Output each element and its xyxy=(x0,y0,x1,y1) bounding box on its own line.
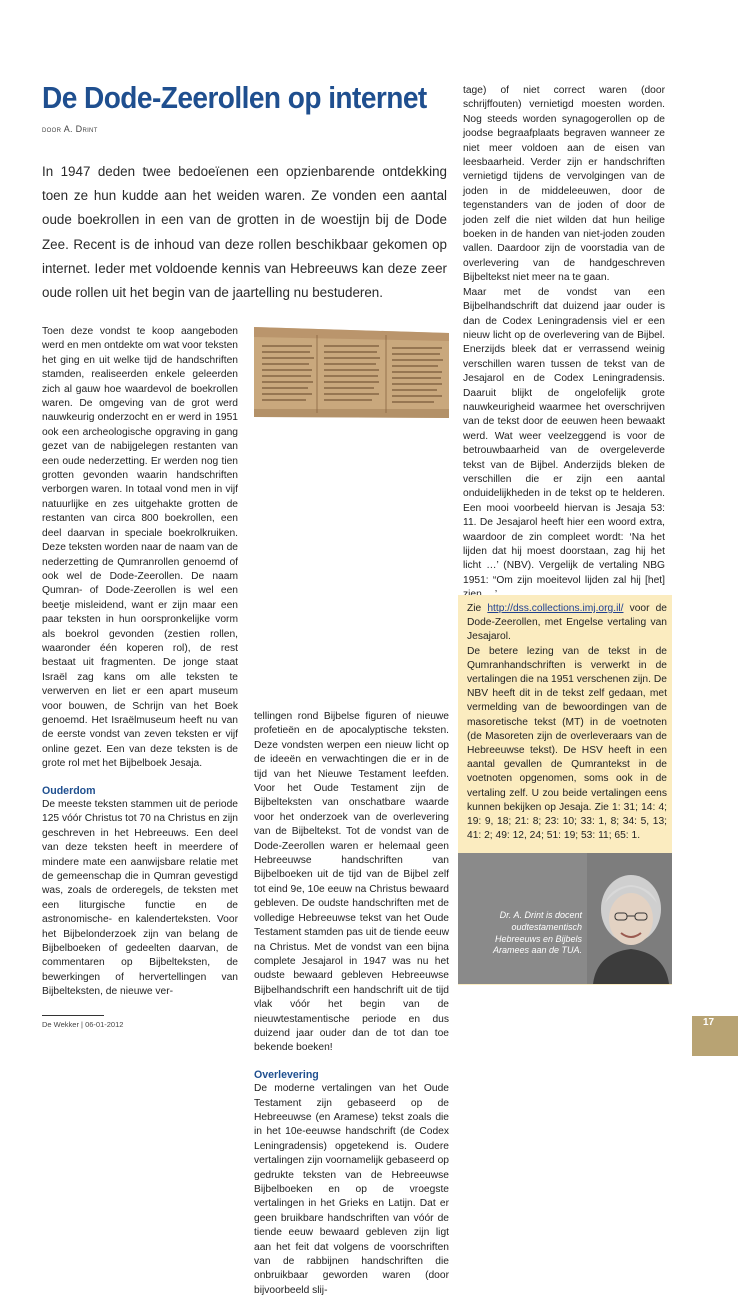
author-portrait xyxy=(587,853,672,984)
page-number: 17 xyxy=(702,1017,715,1028)
footer-publication: De Wekker | 06-01-2012 xyxy=(42,1020,124,1029)
heading-ouderdom: Ouderdom xyxy=(42,784,96,797)
column-1 xyxy=(42,325,238,1000)
col3-paragraph-2: Maar met de vondst van een Bijbelhandschrift dat duizend jaar ouder is dan de Codex Leningradensis viel er een nieuw licht op de overlevering van de Bijbel. Enerzijds bleek dat er verrassend weinig verschillen waren tussen de tekst van de Jesajarol en de Codex Leningradensis. Daaruit blijkt de ongelofelijk grote nauwkeurigheid waarmee het overschrijven van de tekst door de eeuwen heen bewaakt werd. Wat weer veelzeggend is voor de betrouwbaarheid van de overgeleverde tekst van de Bijbel. Anderzijds bleken de verschillen die er zijn een aantal onduidelijkheden in de tekst op te helderen. Een mooi voorbeeld hiervan is Jesaja 53: 11. De Jesajarol heeft hier een woord extra, waardoor de zin compleet wordt: ‘Na het lijden dat hij moest doorstaan, zag hij het licht …’ (NBV). Vergelijk de vertaling NBG 1951: “Om zijn moeitevol lijden zal hij [het] xyxy=(463,286,665,586)
col1-paragraph-1: Toen deze vondst te koop aangeboden werd en men ontdekte om wat voor teksten het ging en uit welke tijd de handschriften stamden, realiseerden enkele geleerden zich al gauw hoe waardevol de boekrollen waren. De omgeving van de grot werd nauwkeurig onderzocht en er werd in 1951 ook een archeologische opgraving in gang gezet van de nabijgelegen restanten van een oude nederzetting. Er werden nog tien grotten gevonden waarin handschriften verborgen waren. In totaal vond men in vijf natuurlijke en zes uitgehakte grotten de restanten van circa 800 boekrollen, een deel daarvan in speciale boekrolkruiken. Deze teksten worden naar de naam van de nederzetting de Qumranrollen genoemd of ook wel de Dode-Zeerollen. De naam Qumran- of Dode-Zeerollen is wel een beetje misleidend, want er zijn maar een paar teksten in hun oorspronkelijke vorm als boekrol gevonden (zestien rollen, waaronder één koperen rol), de rest bestaat uit fragmenten. De jonge staat Israël zag kans om alle teksten te verwerven en liet er een apart museum voor bouwen, de Schrijn van het Boek genoemd. Het Israëlmuseum heeft nu van de eerste vondst van zeven teksten er vijf online gezet. Een van deze teksten is de grote rol met het Bijbelboek Jesaja. xyxy=(42,326,239,770)
sidebar-intro-prefix: Zie xyxy=(467,603,482,614)
col2-paragraph-2: De moderne vertalingen van het Oude Testament zijn gebaseerd op de Hebreeuwse (en Aramese) tekst zoals die in het 10e-eeuwse handschrift (de Codex Leningradensis) opgetekend is. Oudere vertalingen zijn voornamelijk gebaseerd op gedrukte teksten van de Hebreeuwse Bijbelboeken en op de vroegste vertalingen in het Grieks en Latijn. Dat er geen bruikbare handschriften van vóór de tiende eeuw bewaard gebleven zijn ligt aan het feit dat volgens de voorschriften van de rabbijnen handschriften die onbruikbaar geworden waren (door bijvoorbeeld slij- xyxy=(254,1083,449,1296)
dead-sea-scroll-image xyxy=(254,325,449,705)
intro-paragraph: In 1947 deden twee bedoeïenen een opzienbarende ontdekking toen ze hun kudde aan het weiden waren. Ze vonden een aantal oude boekrollen in een van de grotten in de woestijn bij de Dode Zee. Recent is de inhoud van deze rollen beschikbaar gekomen op internet. Ieder met voldoende kennis van Hebreeuws kan deze zeer oude rollen uit het begin van de jaartelling nu bestuderen. xyxy=(42,164,447,301)
byline xyxy=(42,124,98,134)
collection-link[interactable]: http://dss.collections.imj.org.il/ xyxy=(487,603,624,614)
author-caption: Dr. A. Drint is docent oudtestamentisch Hebreeuws en Bijbels Aramees aan de TUA. xyxy=(492,910,582,956)
sidebar-intro-suffix: voor de Dode-Zeerollen, met Engelse vertaling van Jesajarol. xyxy=(467,603,667,643)
article-title: De Dode-Zeerollen op internet xyxy=(42,81,427,115)
footer-rule xyxy=(42,1015,104,1016)
heading-overlevering: Overlevering xyxy=(254,1068,319,1081)
scroll-photo xyxy=(254,325,449,705)
column-3 xyxy=(463,84,665,603)
column-2 xyxy=(254,710,449,1298)
sidebar-paragraph-2: De betere lezing van de tekst in de Qumranhandschriften is verwerkt in de vertalingen die na 1951 verschenen zijn. De NBV heeft dit in de tekst zelf gedaan, met vermelding van de bewoordingen van de masoretische tekst (MT) in de voetnoten (de Masoreten zijn de overleveraars van de Hebreeuwse tekst). De HSV heeft in een aantal gevallen de Qumrantekst in de voetnoten opgenomen, soms ook in de vertaling zelf. U zou beide vertalingen eens kunnen bekijken op Jesaja. Zie 1: 31; 14: 4; 19: 9, 18; 21: 8; 23: 10; 33: 1, 8; 34: 5, 13; 41: 2; 49: 12, 24; 51: 19; 53: 11; 65: 1. xyxy=(467,645,667,842)
col3-paragraph-1: tage) of niet correct waren (door schrijffouten) vernietigd moesten worden. Nog steeds worden synagogerollen op de joodse begraafplaats begraven wanneer ze niet meer voldoen aan de eisen van leesbaarheid. Verder zijn er handschriften vernietigd tijdens de vervolgingen van de joden in de middeleeuwen, door de tegenstanders van de joden of door de joden zelf die niet wilden dat hun heilige boeken in de handen van niet-joden zouden vallen. Daardoor zijn de voorstadia van de overlevering van de handgeschreven Bijbeltekst niet meer na te gaan. xyxy=(463,85,665,284)
col1-paragraph-2: De meeste teksten stammen uit de periode 125 vóór Christus tot 70 na Christus en zijn geschreven in het Hebreeuws. Een deel van deze teksten heeft in meerdere of mindere mate een aanwijsbare relatie met de gemeenschap die in Qumran gevestigd was, zoals de orderegels, de teksten met een liturgische functie en de astronomische- en kalenderteksten. Voor het Bijbelonderzoek zijn van belang de Bijbelboeken of gedeelten daarvan, de commentaren op Bijbelteksten, de bewerkingen of hervertellingen van Bijbelteksten, de nieuwe ver- xyxy=(42,799,238,998)
col2-paragraph-1: tellingen rond Bijbelse figuren of nieuwe profetieën en de apocalyptische teksten. Deze vondsten werpen een nieuw licht op de ideeën en verwachtingen die er in de tijd van het Nieuwe Testament leefden. Voor het Oude Testament zijn de Bijbelteksten van onschatbare waarde voor het onderzoek van de overlevering van de Bijbeltekst. Tot de vondst van de Dode-Zeerollen waren er helemaal geen Hebreeuwse handschriften van Bijbelboeken uit de tijd van de Bijbel zelf tot eind 9e, 10e eeuw na Christus bewaard gebleven. De oudste handschriften met de volledige Hebreeuwse tekst van het Oude Testament stamden pas uit de tiende eeuw na Christus. Met de vondst van een bijna complete Jesajarol in 1947 was nu het oudste bewaard gebleven Hebreeuwse Bijbelhandschrift een handschrift uit de tijd vlak vóór het begin van de nieuwtestamentische periode en dus duizend jaar ouder dan de tot dan toe bekende boeken! xyxy=(254,711,449,1054)
byline-prefix: door xyxy=(42,124,62,134)
sidebar-text xyxy=(467,602,667,843)
author-photo-image xyxy=(587,853,672,984)
author-name: A. Drint xyxy=(63,124,98,134)
